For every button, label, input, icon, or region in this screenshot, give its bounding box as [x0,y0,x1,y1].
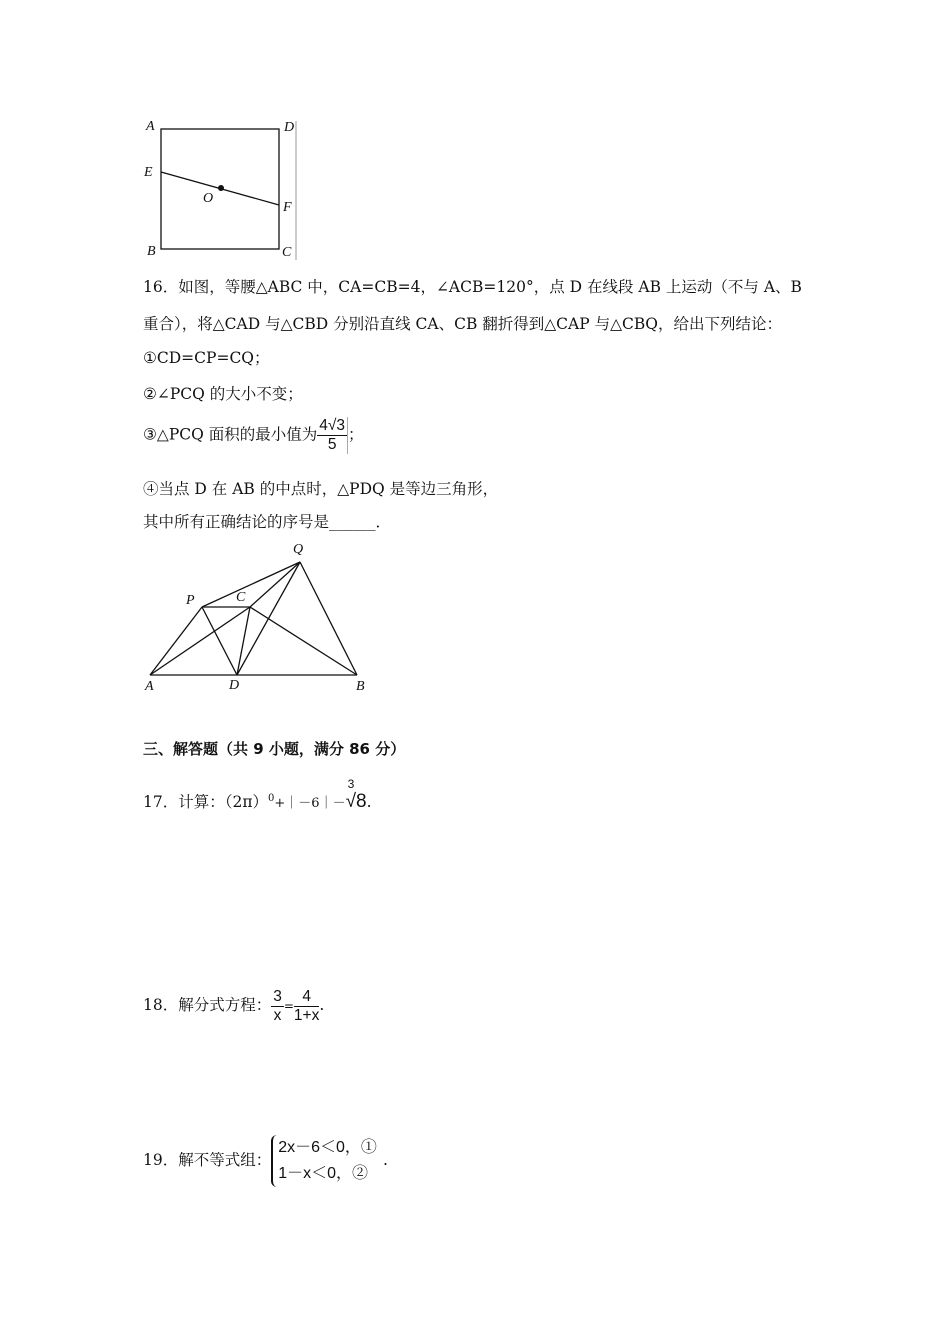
section-heading: 三、解答题（共 9 小题，满分 86 分） [143,740,406,758]
frac-denominator: 1+x [293,1006,320,1024]
label-b2: B [356,679,365,694]
fraction-4root3-over-5 [317,417,348,454]
q16-line1: 16．如图，等腰△ABC 中，CA=CB=4，∠ACB=120°，点 D 在线段 AB 上运动（不与 A、B [143,278,802,296]
frac-denominator: x [273,1006,282,1024]
seg-qb [300,562,357,675]
q16-c3-suffix: ； [348,425,364,444]
label-e: E [144,165,153,180]
seg-ap [150,607,202,675]
fraction-4-over-1plusx [294,988,319,1025]
point-o [218,185,224,191]
frac-numerator: 3 [273,987,282,1005]
cube-root-8 [345,777,367,813]
label-d: D [284,120,295,135]
figure-square-diagram [140,115,305,265]
seg-cq [250,562,300,607]
seg-ac [150,607,250,675]
q16-conclusion-2: ②∠PCQ 的大小不变； [143,385,303,403]
q17-suffix: . [366,793,372,812]
q16-conclusion-3 [143,417,364,454]
q17 [143,777,372,815]
seg-pd [202,607,237,675]
radicand: √8 [345,791,367,813]
label-p: P [186,593,195,608]
frac-numerator: 4√3 [319,417,345,434]
label-f: F [283,200,292,215]
figure-triangle-diagram [140,540,380,700]
q18-suffix: . [319,996,325,1014]
inequality-system [271,1135,377,1187]
inequality-1: 2x－6＜0，① [278,1139,377,1156]
seg-cd [237,607,250,675]
seg-pq [202,562,300,607]
label-o: O [203,191,214,206]
q18 [143,985,324,1026]
label-a2: A [145,679,154,694]
label-a: A [146,119,155,134]
q18-prefix: 18．解分式方程： [143,996,272,1014]
q16-ask: 其中所有正确结论的序号是______． [143,513,392,531]
q19-suffix: . [382,1151,388,1169]
label-c2: C [236,590,246,605]
frac-denominator: 5 [327,436,337,453]
label-d2: D [229,678,240,693]
label-b: B [147,244,156,259]
root-index: 3 [347,777,355,792]
seg-cb [250,607,357,675]
q19-prefix: 19．解不等式组： [143,1151,272,1169]
q17-exponent: 0 [268,793,275,804]
frac-numerator: 4 [294,988,319,1007]
q16-line2: 重合），将△CAD 与△CBD 分别沿直线 CA、CB 翻折得到△CAP 与△CBQ，给出下列结论： [143,315,782,333]
q16-conclusion-1: ①CD=CP=CQ； [143,349,270,367]
q17-middle: +｜－6｜－ [274,796,346,812]
inequality-2: 1－x＜0，② [278,1165,369,1182]
q19 [143,1130,388,1190]
label-c: C [282,245,292,260]
seg-dq [237,562,300,675]
equals-sign: = [283,999,294,1013]
q16-c3-prefix: ③△PCQ 面积的最小值为 [143,425,318,444]
label-q: Q [293,542,304,557]
fraction-3-over-x [271,988,284,1025]
q16-conclusion-4: ④当点 D 在 AB 的中点时，△PDQ 是等边三角形， [143,480,499,498]
q17-prefix: 17．计算：（2π） [143,793,269,812]
